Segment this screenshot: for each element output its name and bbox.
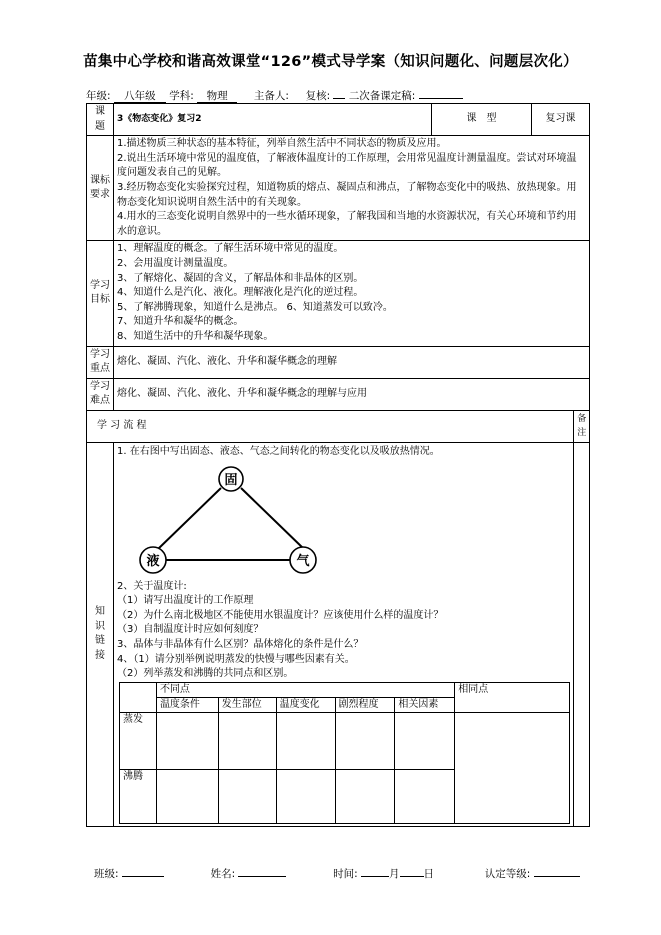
diff-header: 不同点 [156,682,454,697]
question-2-3: （3）自制温度计时应如何刻度？ [117,624,264,636]
row-label-evaporation: 蒸发 [120,712,157,769]
subject-value: 物理 [197,90,237,103]
col-header: 剧烈程度 [335,697,395,712]
answer-cell[interactable] [455,712,570,823]
focus-value: 熔化、凝固、汽化、液化、升华和凝华概念的理解 [114,346,590,378]
footer [94,866,580,881]
difficulty-label: 学习难点 [87,378,114,410]
row-label-boiling: 沸腾 [120,769,157,823]
type-label: 课 型 [432,104,531,136]
col-header: 发生部位 [218,697,276,712]
lesson-table [86,103,590,827]
standards-line: 1.描述物质三种状态的基本特征，列举自然生活中不同状态的物质及应用。 [117,138,447,150]
question-1: 1. 在右图中写出固态、液态、气态之间转化的物态变化以及吸放热情况。 [117,446,440,458]
standards-content [114,136,590,241]
edge-solid-gas [241,488,305,550]
name-field[interactable] [238,876,286,877]
grade-level-label: 认定等级: [484,868,531,880]
answer-cell[interactable] [276,712,335,769]
evaporation-boiling-table [119,682,570,824]
goals-label: 学习目标 [87,241,114,346]
answer-cell[interactable] [156,712,218,769]
question-2: 2、关于温度计: [117,580,187,592]
goal-line: 2、会用温度计测量温度。 [117,257,234,269]
month-label: 月 [389,868,400,880]
notes-cell[interactable] [574,443,590,827]
answer-cell[interactable] [395,769,455,823]
grade-level-field[interactable] [534,876,580,877]
goal-line: 3、了解熔化、凝固的含义，了解晶体和非晶体的区别。 [117,272,364,284]
type-value: 复习课 [531,104,590,136]
answer-cell[interactable] [335,769,395,823]
state-change-diagram [131,464,331,576]
standards-line: 4.用水的三态变化说明自然界中的一些水循环现象，了解我国和当地的水资源状况，有关心环境和节约用水的意识。 [117,211,577,237]
standards-line: 3.经历物态变化实验探究过程，知道物质的熔点、凝固点和沸点，了解物态变化中的吸热、放热现象。用物态变化知识说明自然生活中的有关现象。 [117,181,577,208]
meta-line [86,88,463,103]
goals-content [114,241,590,346]
knowledge-label: 知 识 链 接 [87,443,114,827]
question-4-2: （2）列举蒸发和沸腾的共同点和区别。 [117,668,294,680]
process-label: 学 习 流 程 [87,410,574,442]
goal-line: 1、理解温度的概念。了解生活环境中常见的温度。 [117,243,344,255]
grade-label: 年级: [86,90,111,102]
page-title: 苗集中心学校和谐高效课堂“126”模式导学案（知识问题化、问题层次化） [83,54,578,70]
topic-label: 课 题 [87,104,114,136]
class-field[interactable] [122,876,164,877]
goal-line: 7、知道升华和凝华的概念。 [117,316,244,328]
answer-cell[interactable] [276,769,335,823]
col-header: 温度变化 [276,697,335,712]
focus-label: 学习重点 [87,346,114,378]
goal-line: 4、知道什么是汽化、液化。理解液化是汽化的逆过程。 [117,287,364,299]
day-label: 日 [423,868,435,880]
second-prep-label: 二次备课定稿: [348,90,416,102]
col-header: 温度条件 [156,697,218,712]
difficulty-value: 熔化、凝固、汽化、液化、升华和凝华概念的理解与应用 [114,378,590,410]
question-3: 3、晶体与非晶体有什么区别？晶体熔化的条件是什么？ [117,639,364,651]
standards-line: 2.说出生活环境中常见的温度值，了解液体温度计的工作原理，会用常见温度计测量温度。尝试对环境温度问题发表自己的见解。 [117,152,577,179]
same-header: 相同点 [455,682,570,712]
solid-label: 固 [224,472,238,488]
topic-value: 3《物态变化》复习2 [114,104,432,136]
col-header: 相关因素 [395,697,455,712]
class-label: 班级: [94,868,119,880]
answer-cell[interactable] [395,712,455,769]
day-field[interactable] [400,876,424,877]
answer-cell[interactable] [156,769,218,823]
notes-label: 备注 [574,410,590,442]
grade-value: 八年级 [114,90,166,103]
preparer-label: 主备人: [253,90,289,102]
month-field[interactable] [361,876,389,877]
question-2-2: （2）为什么南北极地区不能使用水银温度计？应该使用什么样的温度计？ [117,609,444,621]
standards-label: 课标要求 [87,136,114,241]
answer-cell[interactable] [218,769,276,823]
question-4-1: 4、（1）请分别举例说明蒸发的快慢与哪些因素有关。 [117,653,355,665]
reviewer-label: 复核: [305,90,331,102]
knowledge-content [114,443,574,827]
answer-cell[interactable] [218,712,276,769]
reviewer-value[interactable] [333,98,345,99]
name-label: 姓名: [210,868,236,880]
goal-line: 8、知道生活中的升华和凝华现象。 [117,330,274,342]
edge-solid-liquid [157,488,221,550]
gas-label: 气 [296,553,310,569]
goal-line: 5、了解沸腾现象，知道什么是沸点。 6、知道蒸发可以致冷。 [117,301,393,313]
subject-label: 学科: [169,90,194,102]
liquid-label: 液 [146,553,160,569]
second-prep-value[interactable] [419,98,463,99]
time-label: 时间: [333,868,358,880]
question-2-1: （1）请写出温度计的工作原理 [117,595,254,607]
answer-cell[interactable] [335,712,395,769]
